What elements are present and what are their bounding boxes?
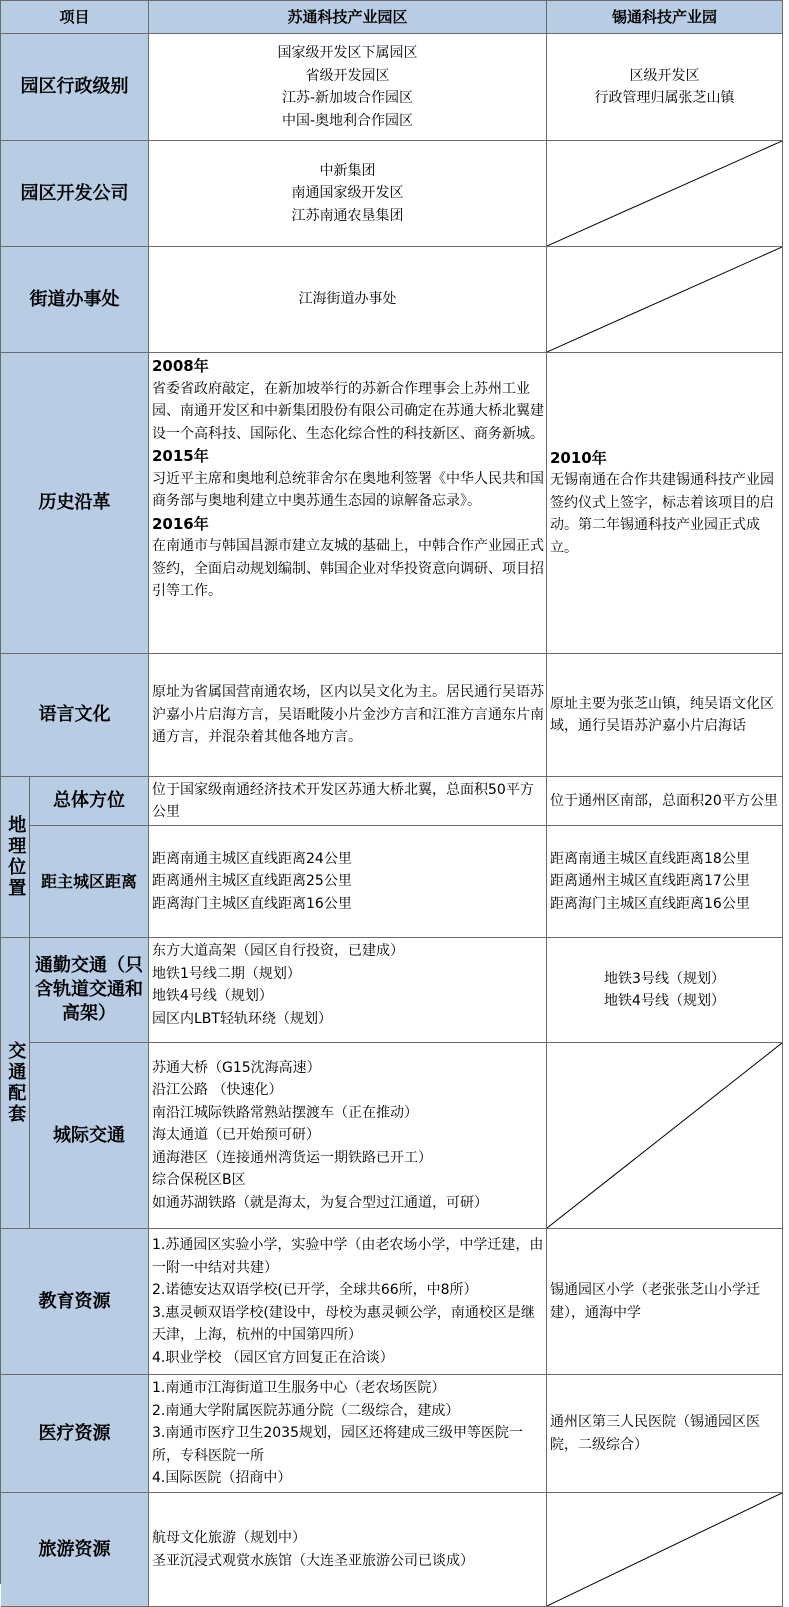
text-line: 省级开发园区 <box>305 67 390 84</box>
text-line: 苏通大桥（G15沈海高速） <box>152 1059 321 1076</box>
admin-level-label: 园区行政级别 <box>1 34 149 141</box>
text-line: 园区内LBT轻轨环绕（规划） <box>152 1010 332 1027</box>
text-line: 国家级开发区下属园区 <box>277 45 418 61</box>
history-text: 无锡南通在合作共建锡通科技产业园签约仪式上签字，标志着该项目的启动。第二年锡通科技产业园正式成立。 <box>550 472 774 556</box>
admin-level-xitong <box>547 34 783 141</box>
text-line: 区级开发区 <box>629 67 700 84</box>
history-xitong <box>547 353 783 654</box>
text-line: 如通苏湖铁路（就是海太，为复合型过江通道，可研） <box>152 1194 488 1211</box>
geo-distance-label: 距主城区距离 <box>30 826 149 938</box>
text-line: 沿江公路 （快速化） <box>152 1082 283 1099</box>
text-line: 2.诺德安达双语学校(已开学，全球共66所，中8所） <box>152 1282 478 1298</box>
text-line: 距离海门主城区直线距离16公里 <box>152 895 352 912</box>
text-line: 中新集团 <box>319 162 376 179</box>
history-year: 2008年 <box>152 357 209 375</box>
tourism-label: 旅游资源 <box>1 1493 149 1607</box>
education-label: 教育资源 <box>1 1229 149 1375</box>
street-office-sutong: 江海街道办事处 <box>149 247 547 353</box>
education-sutong <box>149 1229 547 1375</box>
geo-group-label <box>1 777 30 938</box>
dev-company-xitong-empty <box>547 141 783 247</box>
text-line: 距离通州主城区直线距离25公里 <box>152 873 352 890</box>
admin-level-sutong <box>149 34 547 141</box>
text-line: 南通国家级开发区 <box>291 185 404 202</box>
diagonal-slash <box>547 1043 782 1228</box>
geo-overall-sutong: 位于国家级南通经济技术开发区苏通大桥北翼，总面积50平方公里 <box>149 777 547 826</box>
intercity-xitong-empty <box>547 1043 783 1229</box>
header-item: 项目 <box>1 1 149 34</box>
text-line: 1.南通市江海街道卫生服务中心（老农场医院） <box>152 1380 446 1397</box>
text-line: 东方大道高架（园区自行投资，已建成） <box>152 943 404 959</box>
text-line: 地铁4号线（规划） <box>152 988 273 1004</box>
text-line: 2.南通大学附属医院苏通分院（二级综合，建成） <box>152 1402 460 1419</box>
commute-sutong <box>149 938 547 1043</box>
geo-overall-label: 总体方位 <box>30 777 149 826</box>
tourism-sutong <box>149 1493 547 1607</box>
intercity-sutong <box>149 1043 547 1229</box>
culture-label: 语言文化 <box>1 654 149 777</box>
medical-xitong: 通州区第三人民医院（锡通园区医院，二级综合） <box>547 1375 783 1493</box>
text-line: 南沿江城际铁路常熟站摆渡车（正在推动） <box>152 1104 418 1121</box>
geo-group-text: 地理位置 <box>5 815 27 899</box>
medical-sutong <box>149 1375 547 1493</box>
text-line: 距离南通主城区直线距离18公里 <box>550 850 750 867</box>
tourism-xitong-empty <box>547 1493 783 1607</box>
history-text: 省委省政府敲定，在新加坡举行的苏新合作理事会上苏州工业园、南通开发区和中新集团股份有限公司确定在苏通大桥北翼建设一个高科技、国际化、生态化综合性的科技新区、商务新城。 <box>152 380 544 442</box>
diagonal-slash <box>547 247 782 352</box>
history-year: 2010年 <box>550 448 607 467</box>
history-year: 2015年 <box>152 447 209 465</box>
geo-overall-xitong: 位于通州区南部，总面积20平方公里 <box>547 777 783 826</box>
intercity-label: 城际交通 <box>30 1043 149 1229</box>
text-line: 4.职业学校 （园区官方回复正在洽谈） <box>152 1349 394 1366</box>
text-line: 通海港区（连接通州湾货运一期铁路已开工） <box>152 1149 432 1166</box>
culture-sutong: 原址为省属国营南通农场，区内以吴文化为主。居民通行吴语苏沪嘉小片启海方言，吴语毗陵小片金沙方言和江淮方言通东片南通方言，并混杂着其他各地方言。 <box>149 654 547 777</box>
diagonal-slash <box>547 141 782 246</box>
text-line: 地铁4号线（规划） <box>604 993 725 1009</box>
text-line: 地铁3号线（规划） <box>604 970 725 987</box>
history-label: 历史沿革 <box>1 353 149 654</box>
history-sutong <box>149 353 547 654</box>
header-sutong: 苏通科技产业园区 <box>149 1 547 34</box>
text-line: 距离通州主城区直线距离17公里 <box>550 873 750 890</box>
text-line: 综合保税区B区 <box>152 1172 246 1189</box>
text-line: 中国-奥地利合作园区 <box>281 112 414 129</box>
commute-xitong <box>547 938 783 1043</box>
transport-group-text: 交通配套 <box>5 1041 27 1125</box>
education-xitong: 锡通园区小学（老张张芝山小学迁建），通海中学 <box>547 1229 783 1375</box>
geo-distance-xitong <box>547 826 783 938</box>
history-text: 在南通市与韩国昌源市建立友城的基础上，中韩合作产业园正式签约，全面启动规划编制、韩国企业对华投资意向调研、项目招引等工作。 <box>152 538 544 599</box>
text-line: 3.惠灵顿双语学校(建设中，母校为惠灵顿公学，南通校区是继天津，上海，杭州的中国第四所） <box>152 1304 535 1343</box>
text-line: 距离南通主城区直线距离24公里 <box>152 850 352 867</box>
text-line: 1.苏通园区实验小学，实验中学（由老农场小学，中学迁建，由一附一中结对共建） <box>152 1237 544 1276</box>
text-line: 海太通道（已开始预可研） <box>152 1127 320 1144</box>
text-line: 距离海门主城区直线距离16公里 <box>550 895 750 912</box>
geo-distance-sutong <box>149 826 547 938</box>
culture-xitong: 原址主要为张芝山镇，纯吴语文化区域，通行吴语苏沪嘉小片启海话 <box>547 654 783 777</box>
text-line: 行政管理归属张芝山镇 <box>594 90 735 106</box>
text-line: 地铁1号线二期（规划） <box>152 965 301 982</box>
text-line: 4.国际医院（招商中） <box>152 1470 292 1487</box>
transport-group-label <box>1 938 30 1229</box>
text-line: 江苏南通农垦集团 <box>291 207 404 224</box>
text-line: 航母文化旅游（规划中） <box>152 1530 306 1546</box>
street-office-xitong-empty <box>547 247 783 353</box>
dev-company-label: 园区开发公司 <box>1 141 149 247</box>
commute-label: 通勤交通（只含轨道交通和高架） <box>30 938 149 1043</box>
header-xitong: 锡通科技产业园 <box>547 1 783 34</box>
medical-label: 医疗资源 <box>1 1375 149 1493</box>
dev-company-sutong <box>149 141 547 247</box>
diagonal-slash <box>547 1493 782 1606</box>
text-line: 江苏-新加坡合作园区 <box>281 90 414 106</box>
history-text: 习近平主席和奥地利总统菲舍尔在奥地利签署《中华人民共和国商务部与奥地利建立中奥苏通生态园的谅解备忘录》。 <box>152 470 544 509</box>
text-line: 圣亚沉浸式观赏水族馆（大连圣亚旅游公司已谈成） <box>152 1552 474 1569</box>
text-line: 3.南通市医疗卫生2035规划，园区还将建成三级甲等医院一所，专科医院一所 <box>152 1425 523 1464</box>
street-office-label: 街道办事处 <box>1 247 149 353</box>
history-year: 2016年 <box>152 514 209 533</box>
